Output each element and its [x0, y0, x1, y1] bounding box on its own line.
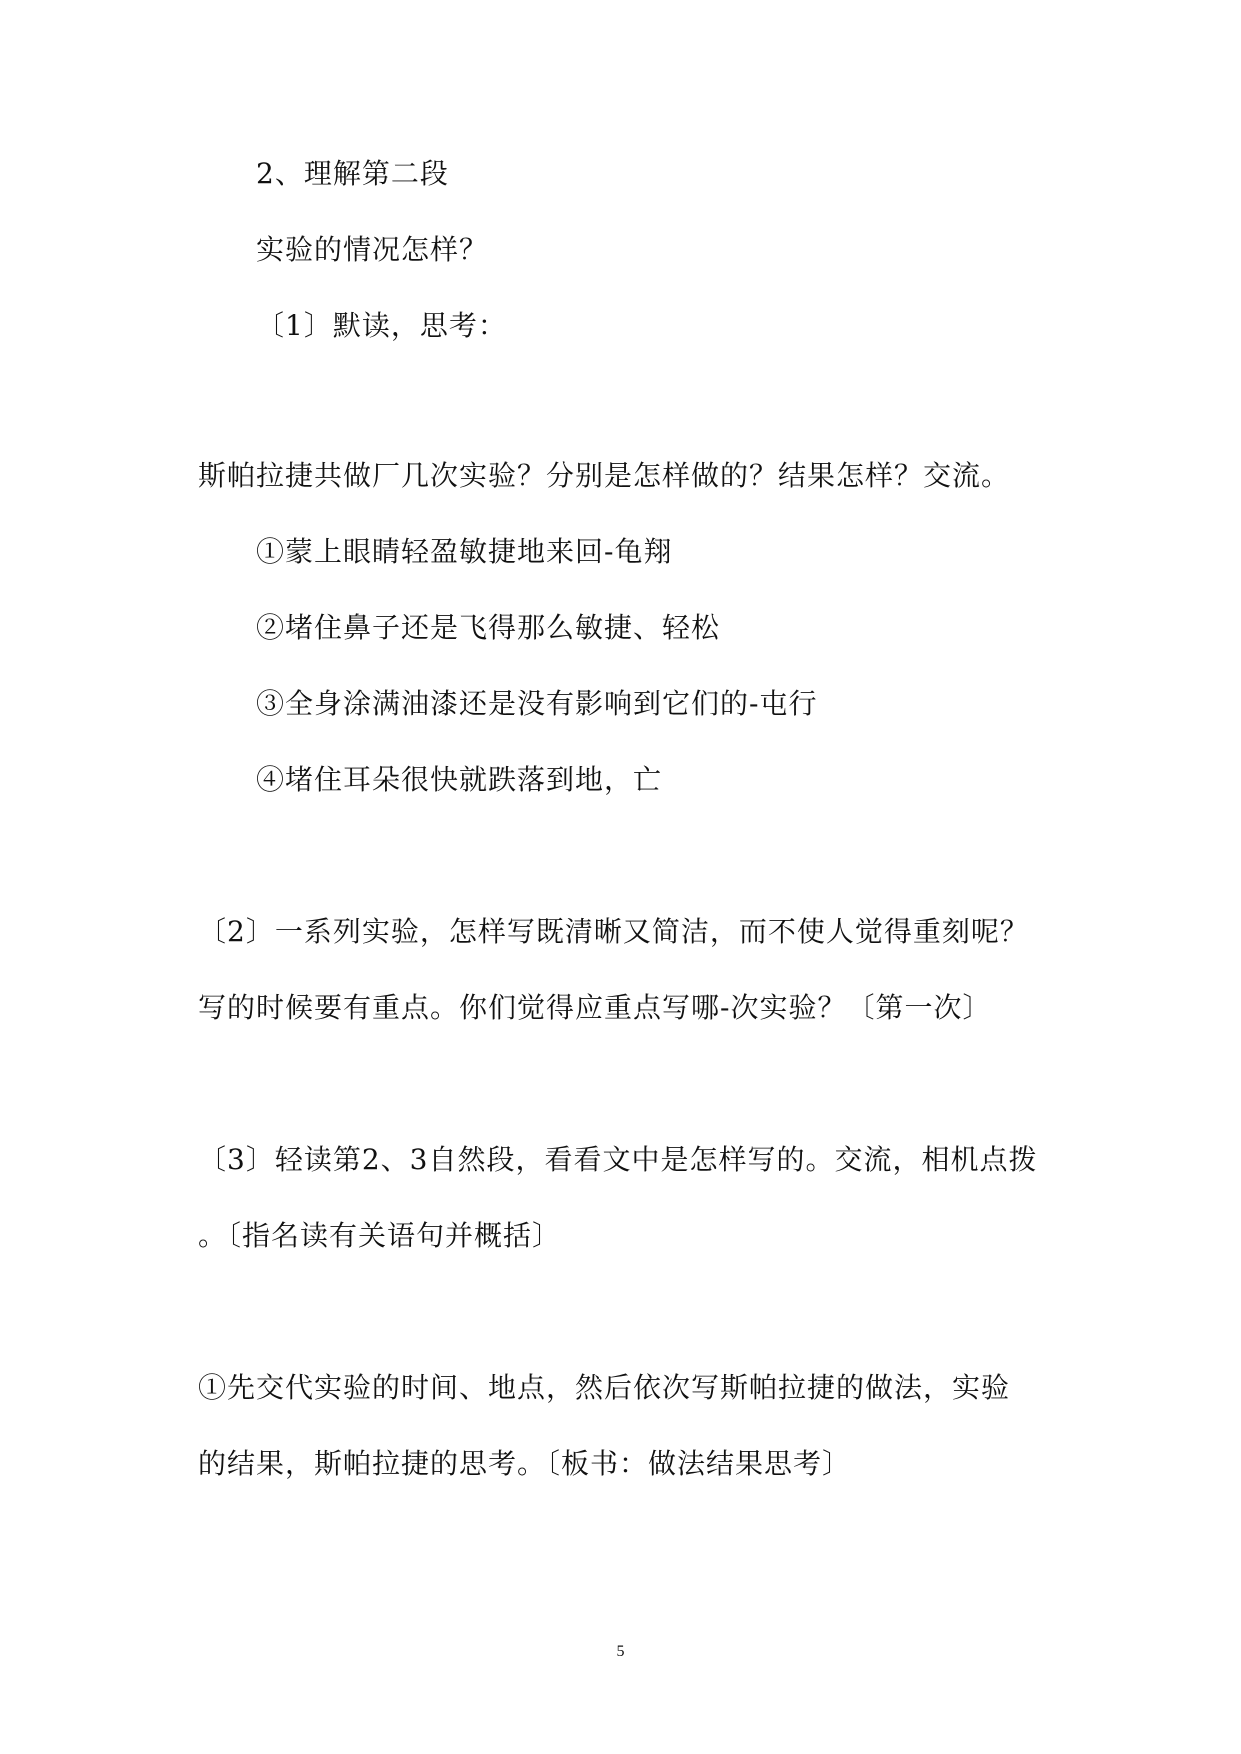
paragraph-line: 〔2〕一系列实验，怎样写既清晰又简洁，而不使人觉得重刻呢？ [198, 915, 1029, 948]
list-item: ①蒙上眼睛轻盈敏捷地来回-龟翔 [256, 535, 673, 568]
list-item: ③全身涂满油漆还是没有影响到它们的-屯行 [256, 687, 818, 720]
paragraph-line: 的结果，斯帕拉捷的思考。〔板书：做法结果思考〕 [198, 1447, 852, 1480]
instruction-line: 〔1〕默读，思考： [256, 309, 507, 342]
list-item: ④堵住耳朵很快就跌落到地，亡 [256, 763, 663, 796]
paragraph-line: 〔3〕轻读第2、3自然段，看看文中是怎样写的。交流，相机点拨 [198, 1143, 1038, 1176]
question-line: 斯帕拉捷共做厂几次实验？分别是怎样做的？结果怎样？交流。 [198, 459, 1011, 492]
paragraph-line: 。〔指名读有关语句并概括〕 [198, 1219, 562, 1252]
paragraph-line: ①先交代实验的时间、地点，然后依次写斯帕拉捷的做法，实验 [198, 1371, 1011, 1404]
section-heading: 2、理解第二段 [256, 157, 449, 190]
question-line: 实验的情况怎样？ [256, 233, 489, 266]
paragraph-line: 写的时候要有重点。你们觉得应重点写哪-次实验？〔第一次〕 [198, 991, 992, 1024]
list-item: ②堵住鼻子还是飞得那么敏捷、轻松 [256, 611, 721, 644]
page-number: 5 [616, 1643, 625, 1660]
